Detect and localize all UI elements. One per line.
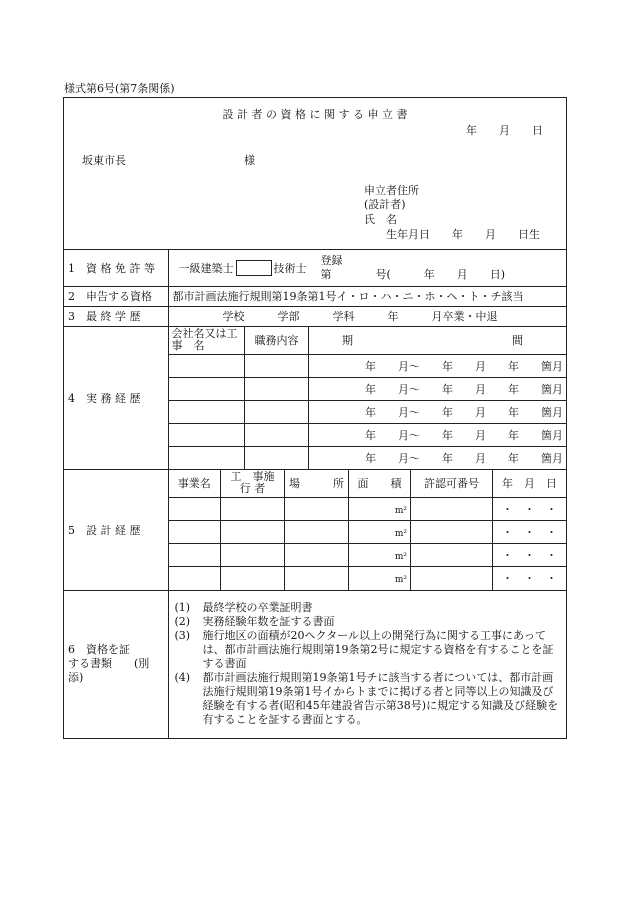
col-period: 期 間 (309, 327, 567, 355)
project-cell[interactable] (169, 521, 221, 544)
list-item-text: 施行地区の面積が20ヘクタール以上の開発行為に関する工事にあっては、都市計画法施行規則第19条第2号に規定する資格を有することを証する書面 (202, 629, 554, 671)
list-item-number: (1) (174, 601, 191, 615)
design-history-label: 5 設 計 経 歴 (64, 469, 168, 590)
license-cell (168, 250, 566, 286)
table-row (169, 498, 567, 521)
permit-cell[interactable] (411, 544, 493, 567)
education-text: 学校 学部 学科 年 月卒業・中退 (168, 306, 566, 326)
project-cell[interactable] (169, 567, 221, 590)
designer-label: (設計者) (364, 198, 406, 211)
license-label: 1 資 格 免 許 等 (64, 250, 168, 286)
area-cell[interactable]: m² (349, 498, 411, 521)
list-item-text: 実務経験年数を証する書面 (202, 615, 335, 629)
form-table (64, 250, 566, 738)
date-line: 年 月 日 (466, 124, 543, 137)
row-design-history (64, 469, 566, 590)
row-work-history (64, 326, 566, 469)
company-cell[interactable] (169, 424, 245, 447)
company-cell[interactable] (169, 447, 245, 469)
period-cell: 年 月〜 年 月 年 箇月 (309, 378, 567, 401)
date-cell[interactable]: ・ ・ ・ (493, 521, 567, 544)
row-qualification (64, 286, 566, 306)
company-cell[interactable] (169, 378, 245, 401)
design-history-table (168, 469, 566, 590)
table-row (169, 424, 567, 447)
list-item-number: (4) (174, 671, 191, 685)
engineer-label: 技術士 (273, 261, 307, 275)
table-row (169, 355, 567, 378)
qualification-label: 2 申告する資格 (64, 286, 168, 306)
row-education (64, 306, 566, 326)
col-date: 年 月 日 (493, 470, 567, 498)
period-cell: 年 月〜 年 月 年 箇月 (309, 447, 567, 469)
area-cell[interactable]: m² (349, 567, 411, 590)
table-row (169, 401, 567, 424)
form-number-label: 様式第6号(第7条関係) (64, 82, 175, 95)
contractor-cell[interactable] (221, 567, 285, 590)
applicant-address-label: 申立者住所 (364, 184, 419, 197)
table-row (169, 521, 567, 544)
location-cell[interactable] (285, 544, 349, 567)
location-cell[interactable] (285, 567, 349, 590)
period-cell: 年 月〜 年 月 年 箇月 (309, 424, 567, 447)
duty-cell[interactable] (245, 424, 309, 447)
date-cell[interactable]: ・ ・ ・ (493, 498, 567, 521)
area-cell[interactable]: m² (349, 544, 411, 567)
row-proof-documents (64, 590, 566, 738)
proof-documents-list (168, 590, 566, 738)
work-history-label: 4 実 務 経 歴 (64, 326, 168, 469)
list-item-text: 都市計画法施行規則第19条第1号チに該当する者については、都市計画法施行規則第19条第1号イからトまでに掲げる者と同等以上の知識及び経験を有する者(昭和45年建設省告示第38号)に規定する知識及び経験を有することを証する書面とする。 (202, 671, 559, 727)
contractor-cell[interactable] (221, 544, 285, 567)
table-row (169, 378, 567, 401)
list-item-number: (2) (174, 615, 191, 629)
proof-documents-label: 6 資格を証 する書類 (別 添) (64, 590, 168, 738)
company-cell[interactable] (169, 401, 245, 424)
form-header (64, 98, 566, 250)
company-cell[interactable] (169, 355, 245, 378)
work-history-header (169, 327, 567, 355)
col-area: 面 積 (349, 470, 411, 498)
list-item (175, 601, 561, 615)
education-label: 3 最 終 学 歴 (64, 306, 168, 326)
registration-line: 第 号( 年 月 日) (320, 267, 506, 281)
duty-cell[interactable] (245, 378, 309, 401)
date-cell[interactable]: ・ ・ ・ (493, 544, 567, 567)
location-cell[interactable] (285, 521, 349, 544)
project-cell[interactable] (169, 544, 221, 567)
design-history-header (169, 470, 567, 498)
list-item (175, 671, 561, 727)
col-permit: 許認可番号 (411, 470, 493, 498)
col-contractor: 工 事施 行 者 (221, 470, 285, 498)
duty-cell[interactable] (245, 447, 309, 469)
application-form (63, 97, 567, 739)
registration-label: 登録 (320, 253, 343, 267)
work-history-table (168, 326, 566, 469)
date-cell[interactable]: ・ ・ ・ (493, 567, 567, 590)
table-row (169, 447, 567, 469)
list-item-text: 最終学校の卒業証明書 (202, 601, 313, 615)
form-title: 設 計 者 の 資 格 に 関 す る 申 立 書 (222, 108, 408, 121)
permit-cell[interactable] (411, 498, 493, 521)
project-cell[interactable] (169, 498, 221, 521)
area-cell[interactable]: m² (349, 521, 411, 544)
list-item (175, 615, 561, 629)
list-item (175, 629, 561, 671)
duty-cell[interactable] (245, 355, 309, 378)
permit-cell[interactable] (411, 521, 493, 544)
table-row (169, 567, 567, 590)
grade-label: 一級建築士 (178, 261, 234, 275)
name-label: 氏 名 (364, 213, 397, 226)
period-cell: 年 月〜 年 月 年 箇月 (309, 355, 567, 378)
col-project: 事業名 (169, 470, 221, 498)
col-location: 場 所 (285, 470, 349, 498)
duty-cell[interactable] (245, 401, 309, 424)
contractor-cell[interactable] (221, 498, 285, 521)
table-row (169, 544, 567, 567)
row-license (64, 250, 566, 286)
permit-cell[interactable] (411, 567, 493, 590)
location-cell[interactable] (285, 498, 349, 521)
contractor-cell[interactable] (221, 521, 285, 544)
col-company: 会社名又は工 事 名 (169, 327, 245, 355)
birth-date-line: 生年月日 年 月 日生 (386, 228, 540, 241)
checkbox-field[interactable] (236, 260, 272, 276)
qualification-text: 都市計画法施行規則第19条第1号イ・ロ・ハ・ニ・ホ・ヘ・ト・チ該当 (168, 286, 566, 306)
addressee: 坂東市長 (82, 154, 126, 167)
period-cell: 年 月〜 年 月 年 箇月 (309, 401, 567, 424)
honorific: 様 (244, 154, 255, 167)
list-item-number: (3) (174, 629, 191, 643)
col-duty: 職務内容 (245, 327, 309, 355)
